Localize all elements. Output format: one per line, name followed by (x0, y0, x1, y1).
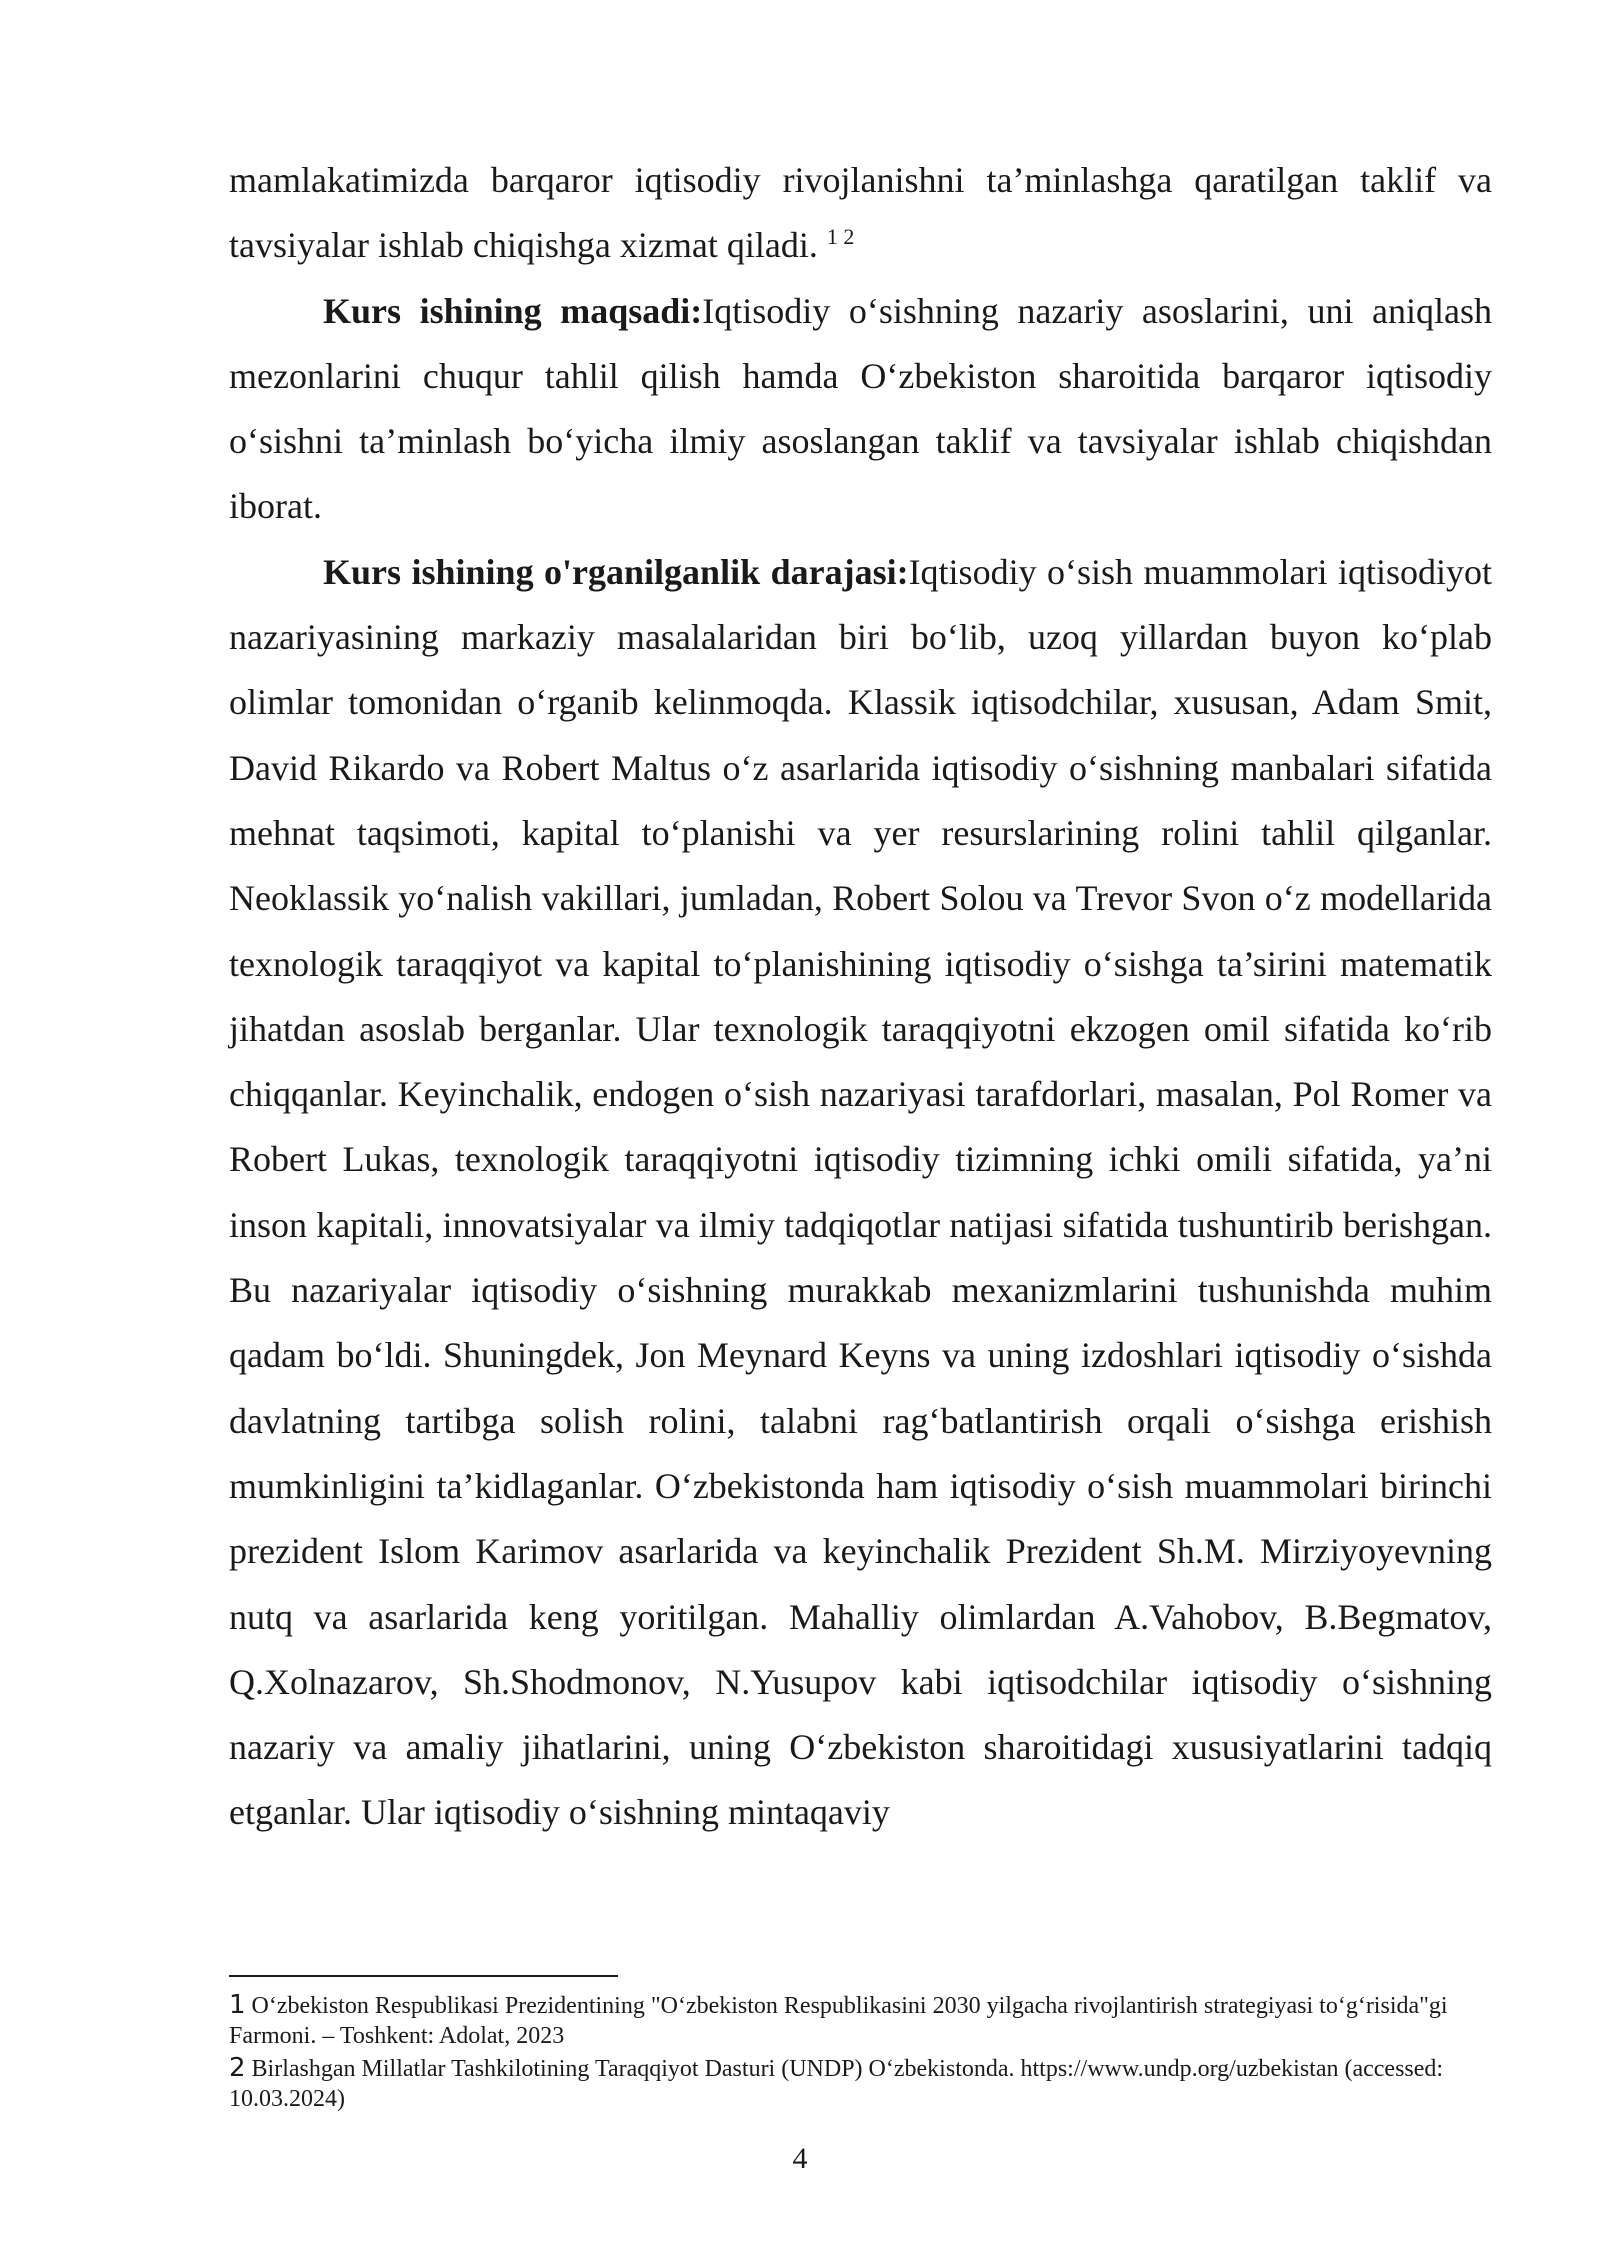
footnote-references: 1 2 (826, 224, 855, 250)
footnote-number: 2 (229, 2053, 246, 2083)
paragraph-study-level (229, 540, 1492, 1846)
paragraph-text: Iqtisodiy o‘sish muammolari iqtisodiyot nazariyasining markaziy masalalaridan biri bo‘lib, uzoq yillardan buyon ko‘plab olimlar tomonidan o‘rganib kelinmoqda. Klassik iqtisodchilar, xususan, Adam Smit, David Rikardo va Robert Maltus o‘z asarlarida iqtisodiy o‘sishning manbalari sifatida mehnat taqsimoti, kapital to‘planishi va yer resurslarining rolini tahlil qilganlar. Neoklassik yo‘nalish vakillari, jumladan, Robert Solou va Trevor Svon o‘z modellarida texnologik taraqqiyot va kapital to‘planishining iqtisodiy o‘sishga ta’sirini matematik jihatdan asoslab berganlar. Ular texnologik taraqqiyotni ekzogen omil sifatida ko‘rib chiqqanlar. Keyinchalik, endogen o‘sish nazariyasi tarafdorlari, masalan, Pol Romer va Robert Lukas, texnologik taraqqiyotni iqtisodiy tizimning ichki omili sifatida, ya’ni inson kapitali, innovatsiyalar va ilmiy tadqiqotlar natijasi sifatida tushuntirib berishgan. Bu nazariyalar iqtisodiy o‘sishning murakkab mexanizmlarini tushunishda muhim qadam bo‘ldi. Shuningdek, Jon Meynard Keyns va uning izdoshlari iqtisodiy o‘sishda davlatning tartibga solish rolini, talabni rag‘batlantirish orqali o‘sishga erishish mumkinligini ta’kidlaganlar. O‘zbekistonda ham iqtisodiy o‘sish muammolari birinchi prezident Islom Karimov asarlarida va keyinchalik Prezident Sh.M. Mirziyoyevning nutq va asarlarida keng yoritilgan. Mahalliy olimlardan A.Vahobov, B.Begmatov, Q.Xolnazarov, Sh.Shodmonov, N.Yusupov kabi iqtisodchilar iqtisodiy o‘sishning nazariy va amaliy jihatlarini, uning O‘zbekiston sharoitidagi xususiyatlarini tadqiq etganlar. Ular iqtisodiy o‘sishning mintaqaviy (229, 551, 1492, 1833)
footnotes (229, 1990, 1492, 2116)
paragraph-text: Iqtisodiy o‘sishning nazariy asoslarini, uni aniqlash mezonlarini chuqur tahlil qilish hamda O‘zbekiston sharoitida barqaror iqtisodiy o‘sishni ta’minlash bo‘yicha ilmiy asoslangan taklif va tavsiyalar ishlab chiqishdan iborat. (229, 290, 1492, 527)
paragraph-intro-continuation (229, 148, 1492, 279)
footnote-text: Birlashgan Millatlar Tashkilotining Taraqqiyot Dasturi (UNDP) O‘zbekistonda. https://www.undp.org/uzbekistan (accessed: 10.03.2024) (229, 2056, 1444, 2112)
footnote-1 (229, 1990, 1492, 2051)
paragraph-text: mamlakatimizda barqaror iqtisodiy rivojlanishni ta’minlashga qaratilgan taklif va tavsiyalar ishlab chiqishga xizmat qiladi. (229, 160, 1492, 266)
section-lead-aim: Kurs ishining maqsadi: (323, 290, 703, 331)
section-lead-study-level: Kurs ishining o'rganilganlik darajasi: (323, 551, 909, 592)
document-body (229, 148, 1492, 1846)
footnote-2 (229, 2053, 1492, 2114)
footnote-text: O‘zbekiston Respublikasi Prezidentining "O‘zbekiston Respublikasini 2030 yilgacha rivojlantirish strategiyasi to‘g‘risida"gi Farmoni. – Toshkent: Adolat, 2023 (229, 1993, 1448, 2049)
paragraph-course-aim (229, 279, 1492, 540)
footnote-number: 1 (229, 1990, 246, 2020)
page-number: 4 (792, 2142, 808, 2175)
footnote-separator (229, 1975, 618, 1977)
